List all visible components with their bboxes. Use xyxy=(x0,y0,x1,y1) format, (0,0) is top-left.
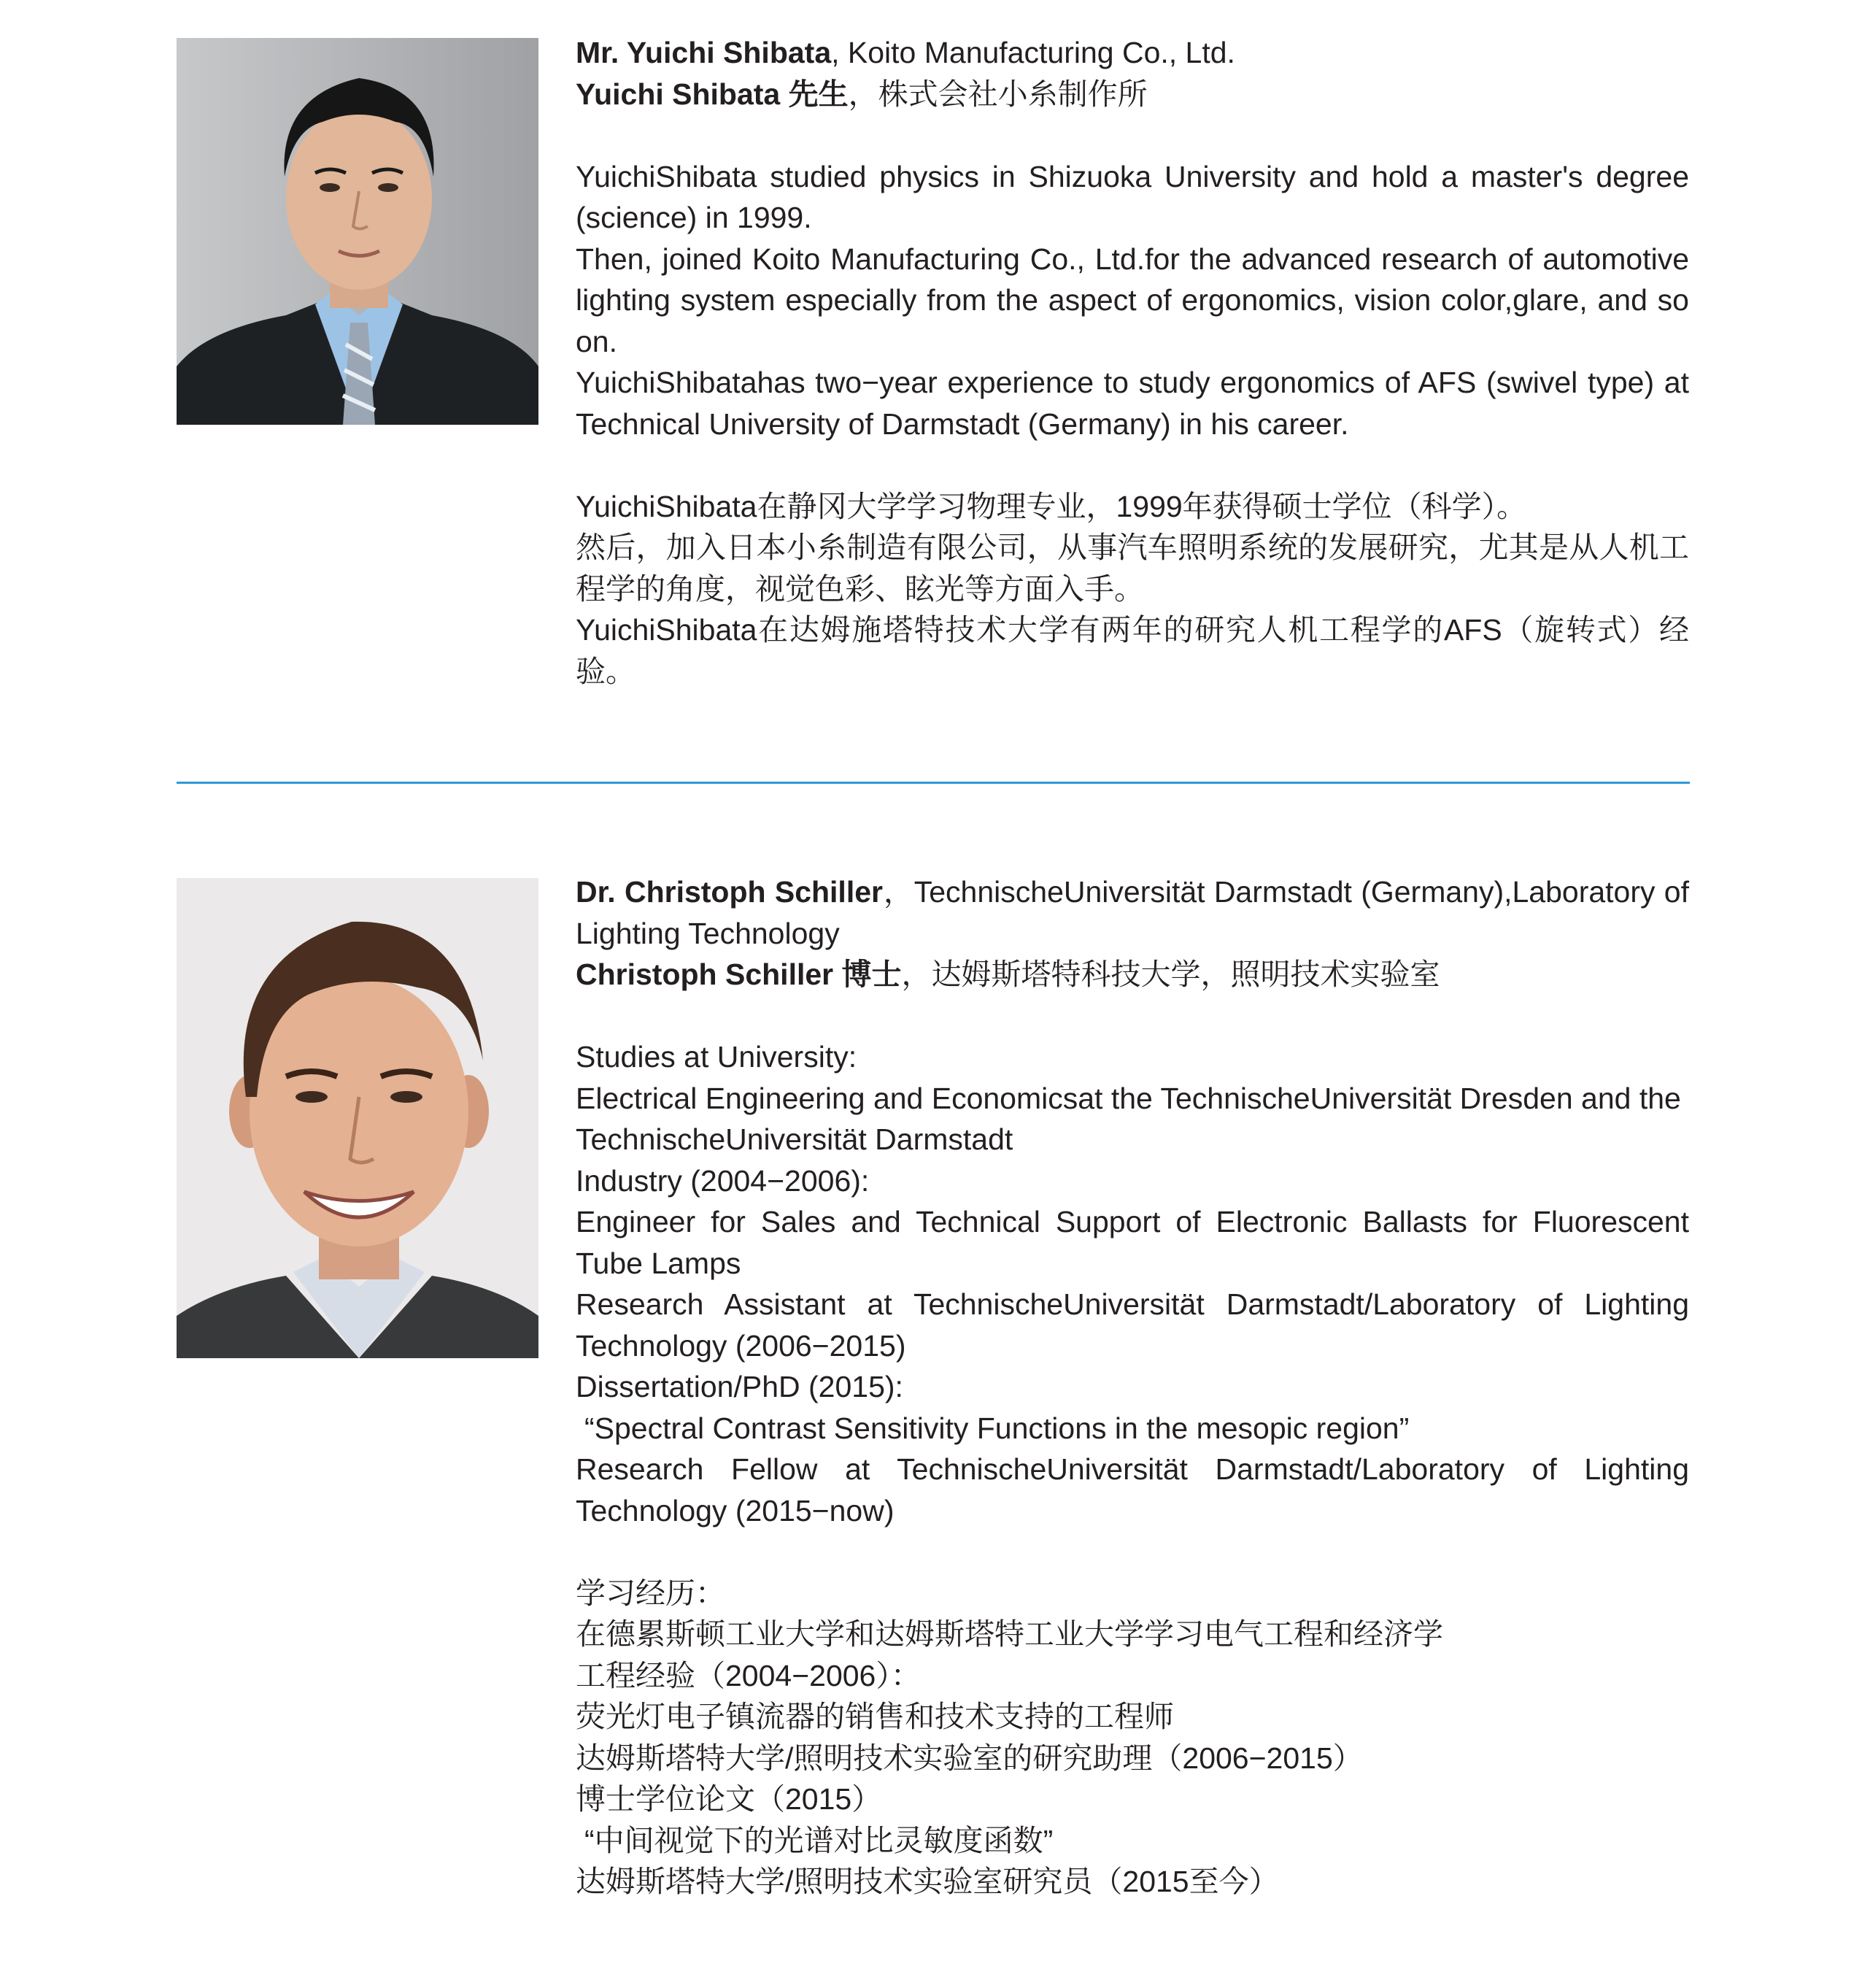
bio-line-zh: 达姆斯塔特大学/照明技术实验室研究员（2015至今） xyxy=(576,1865,1279,1898)
bio-line: Electrical Engineering and Economicsat the TechnischeUniversität Dresden and the xyxy=(576,1081,1681,1115)
bio-shibata xyxy=(576,32,1689,692)
bio-line: Engineer for Sales and Technical Support of Electronic Ballasts for Fluorescent Tube Lamps xyxy=(576,1205,1689,1280)
portrait-man-smiling-icon xyxy=(177,878,538,1358)
bio-line-zh: 博士学位论文（2015） xyxy=(576,1782,882,1816)
name-line-zh xyxy=(576,74,1689,115)
bio-line-zh: 工程经验（2004−2006）： xyxy=(576,1658,921,1692)
person-name-en: Dr. Christoph Schiller xyxy=(576,875,883,909)
bio-line-zh: 在德累斯顿工业大学和达姆斯塔特工业大学学习电气工程和经济学 xyxy=(576,1617,1443,1651)
bio-schiller xyxy=(576,871,1689,1903)
person-name-zh: Christoph Schiller 博士 xyxy=(576,958,902,991)
affiliation-zh: ，达姆斯塔特科技大学，照明技术实验室 xyxy=(901,958,1440,991)
section-divider xyxy=(177,782,1690,784)
person-name-en: Mr. Yuichi Shibata xyxy=(576,36,832,69)
affiliation-en: , Koito Manufacturing Co., Ltd. xyxy=(831,36,1235,69)
bio-paragraph-zh: 然后，加入日本小糸制造有限公司，从事汽车照明系统的发展研究，尤其是从人机工程学的角度，视觉色彩、眩光等方面入手。 xyxy=(576,531,1689,606)
bio-line-zh: 荧光灯电子镇流器的销售和技术支持的工程师 xyxy=(576,1700,1174,1733)
bio-line-zh: “中间视觉下的光谱对比灵敏度函数” xyxy=(584,1823,1054,1857)
bio-paragraph-zh: YuichiShibata在静冈大学学习物理专业，1999年获得硕士学位（科学）。 xyxy=(576,489,1527,523)
name-line-en xyxy=(576,32,1689,74)
portrait-photo-shibata xyxy=(177,38,538,425)
bio-paragraph-zh: YuichiShibata在达姆施塔特技术大学有两年的研究人机工程学的AFS（旋转式）经验。 xyxy=(576,613,1689,688)
bio-line-zh: 学习经历： xyxy=(576,1576,725,1610)
bio-line: Studies at University: xyxy=(576,1040,857,1074)
portrait-man-glasses-free-icon xyxy=(177,38,538,425)
bio-paragraph: Then, joined Koito Manufacturing Co., Ltd.for the advanced research of automotive lighting system especially from the aspect of ergonomics, vision color,glare, and so on. xyxy=(576,242,1689,358)
bio-line: Dissertation/PhD (2015): xyxy=(576,1370,903,1403)
bio-line-zh: 达姆斯塔特大学/照明技术实验室的研究助理（2006−2015） xyxy=(576,1741,1363,1775)
bio-line: “Spectral Contrast Sensitivity Functions in the mesopic region” xyxy=(584,1411,1410,1445)
bio-line: Industry (2004−2006): xyxy=(576,1163,870,1198)
name-line-en xyxy=(576,871,1689,954)
bio-paragraph: YuichiShibatahas two−year experience to study ergonomics of AFS (swivel type) at Technical University of Darmstadt (Germany) in his career. xyxy=(576,366,1689,441)
bio-line: Research Fellow at TechnischeUniversität Darmstadt/Laboratory of Lighting Technology (2015−now) xyxy=(576,1452,1689,1527)
affiliation-en: ，TechnischeUniversität Darmstadt (Germany),Laboratory of Lighting Technology xyxy=(576,875,1689,950)
bio-line: TechnischeUniversität Darmstadt xyxy=(576,1122,1013,1156)
name-line-zh xyxy=(576,954,1689,995)
bio-line: Research Assistant at TechnischeUniversität Darmstadt/Laboratory of Lighting Technology (2006−2015) xyxy=(576,1287,1689,1363)
bio-paragraph: YuichiShibata studied physics in Shizuoka University and hold a master's degree (science) in 1999. xyxy=(576,159,1689,234)
person-name-zh: Yuichi Shibata 先生 xyxy=(576,77,849,111)
affiliation-zh: ，株式会社小糸制作所 xyxy=(848,77,1148,111)
portrait-photo-schiller xyxy=(177,878,538,1358)
